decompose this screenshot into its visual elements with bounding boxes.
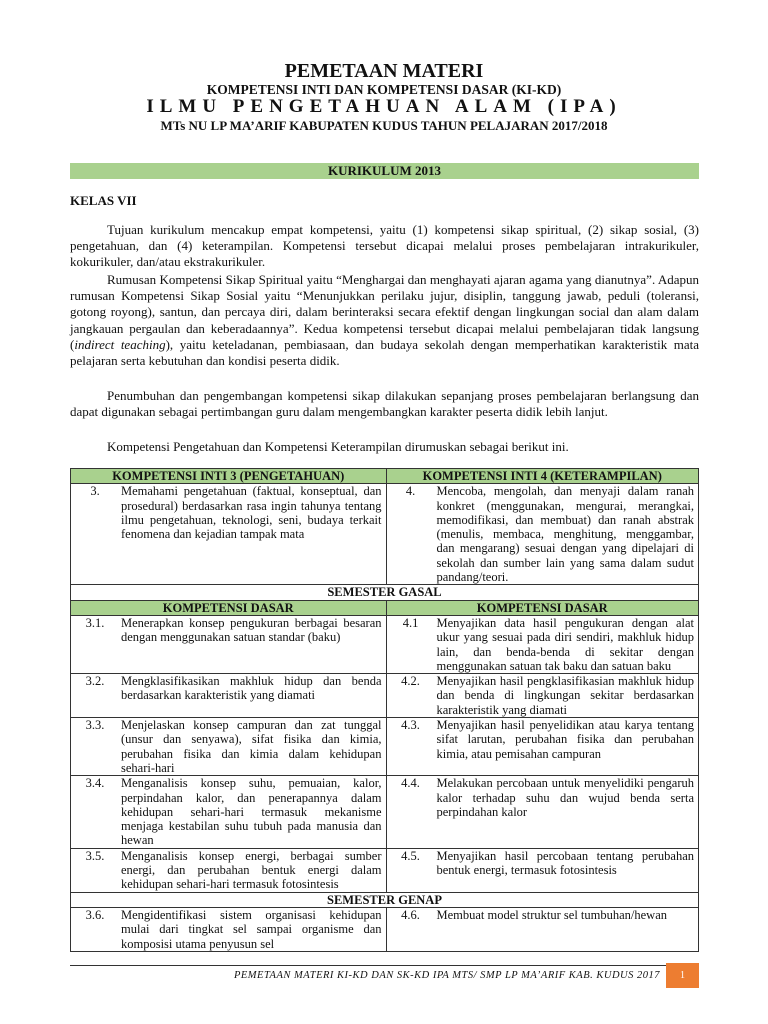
footer-divider [70,965,699,966]
ki-content-row [71,484,699,585]
kelas-heading: KELAS VII [70,193,137,208]
semester-gasal-label: SEMESTER GASAL [71,585,699,600]
kd3-cell [71,718,387,776]
ki3-number: 3. [90,484,100,499]
ki3-cell [71,484,387,585]
kd4-cell [386,615,699,673]
kd-row [71,776,699,848]
kd4-number: 4.5. [401,848,420,863]
semester-genap-row [71,892,699,907]
paragraph-rumusan-part2: ), yaitu keteladanan, pembiasaan, dan budaya sekolah dengan memperhatikan karakteristik mata pelajaran serta kebutuhan dan kondisi peserta didik. [70,336,700,369]
paragraph-penumbuhan: Penumbuhan dan pengembangan kompetensi sikap dilakukan sepanjang proses pembelajaran berlangsung dan dapat digunakan sebagai pertimbangan guru dalam mengembangkan karakter peserta didik lebih lanjut. [70,388,699,420]
kd3-cell [71,907,387,951]
kd3-cell [71,776,387,848]
semester-gasal-row [71,585,699,600]
kd4-text: Menyajikan hasil percobaan tentang perubahan bentuk energi, termasuk fotosintesis [436,848,694,878]
kd3-text: Mengidentifikasi sistem organisasi kehidupan mulai dari tingkat sel sampai organisme dan komposisi utama penyusun sel [121,907,382,951]
kd4-number: 4.6. [401,907,420,922]
kompetensi-table [70,468,699,952]
ki3-header: KOMPETENSI INTI 3 (PENGETAHUAN) [71,469,387,484]
kd3-number: 3.5. [85,848,105,863]
kd3-text: Menerapkan konsep pengukuran berbagai besaran dengan menggunakan satuan standar (baku) [121,615,382,645]
ki-header-row [71,469,699,484]
ki3-text: Memahami pengetahuan (faktual, konseptual, dan prosedural) berdasarkan rasa ingin tahunya tentang ilmu pengetahuan, teknologi, seni, budaya terkait fenomena dan kejadian tampak mata [121,484,382,542]
page-number: 1 [666,963,699,988]
kd3-text: Mengklasifikasikan makhluk hidup dan benda berdasarkan karakteristik yang diamati [121,674,382,703]
kd4-number: 4.1 [402,615,419,630]
kd4-number: 4.3. [401,718,420,733]
footer-text: PEMETAAN MATERI KI-KD DAN SK-KD IPA MTS/ SMP LP MA’ARIF KAB. KUDUS 2017 [233,970,660,981]
kd4-number: 4.2. [401,674,420,689]
ki4-number: 4. [405,484,416,499]
kd-header-left: KOMPETENSI DASAR [71,600,387,615]
kd4-cell [386,674,699,718]
genap-rows [71,907,699,951]
kd4-text: Menyajikan hasil pengklasifikasian makhluk hidup dan benda di lingkungan sekitar berdasarkan karakteristik yang diamati [436,674,694,717]
kd4-number: 4.4. [401,776,420,791]
kd3-cell [71,848,387,892]
kd4-cell [386,718,699,776]
kd-row [71,907,699,951]
kd3-cell [71,674,387,718]
kd4-cell [386,776,699,848]
subject-title: ILMU PENGETAHUAN ALAM (IPA) [146,96,622,117]
kd3-text: Menganalisis konsep energi, berbagai sumber energi, dan perubahan bentuk energi dalam kehidupan sehari-hari termasuk fotosintesis [121,848,382,892]
school-line: MTs NU LP MA’ARIF KABUPATEN KUDUS TAHUN PELAJARAN 2017/2018 [160,118,608,133]
kurikulum-banner: KURIKULUM 2013 [70,163,699,179]
document-subtitle: KOMPETENSI INTI DAN KOMPETENSI DASAR (KI-KD) [206,82,562,97]
kd-row [71,718,699,776]
paragraph-kompetensi: Kompetensi Pengetahuan dan Kompetensi Keterampilan dirumuskan sebagai berikut ini. [107,439,569,454]
paragraph-rumusan [70,272,699,369]
kd-header-right: KOMPETENSI DASAR [386,600,699,615]
kd-row [71,848,699,892]
kd3-number: 3.4. [85,776,105,791]
ki4-header: KOMPETENSI INTI 4 (KETERAMPILAN) [386,469,699,484]
kd4-text: Menyajikan hasil penyelidikan atau karya tentang sifat larutan, perubahan fisika dan perubahan kimia, atau pemisahan campuran [436,718,694,761]
kd3-cell [71,615,387,673]
gasal-rows [71,615,699,892]
paragraph-tujuan: Tujuan kurikulum mencakup empat kompetensi, yaitu (1) kompetensi sikap spiritual, (2) sikap sosial, (3) pengetahuan, dan (4) keterampilan. Kompetensi tersebut dicapai melalui proses pembelajaran intrakurikuler, kokurikuler, dan/atau ekstrakurikuler. [70,222,699,270]
kd4-cell [386,907,699,951]
kd3-text: Menganalisis konsep suhu, pemuaian, kalor, perpindahan kalor, dan penerapannya dalam kehidupan sehari-hari termasuk mekanisme menjaga kestabilan suhu tubuh pada manusia dan hewan [121,776,382,848]
kd4-text: Membuat model struktur sel tumbuhan/hewan [436,907,668,922]
document-title: PEMETAAN MATERI [284,60,484,82]
paragraph-rumusan-part1: Rumusan Kompetensi Sikap Spiritual yaitu “Menghargai dan menghayati ajaran agama yang dianutnya”. Adapun rumusan Kompetensi Sikap Sosial yaitu “Menunjukkan perilaku jujur, disiplin, tanggung jawab, peduli (toleransi, gotong royong), santun, dan percaya diri, dalam berinteraksi secara efektif dengan lingkungan social dan alam dalam jangkauan pergaulan dan keberadaannya”. Kedua kompetensi tersebut dicapai melalui pembelajaran tidak langsung ( [70,272,699,352]
semester-genap-label: SEMESTER GENAP [71,892,699,907]
kd-header-row [71,600,699,615]
kd3-number: 3.3. [85,718,105,733]
ki4-text: Mencoba, mengolah, dan menyaji dalam ranah konkret (menggunakan, mengurai, merangkai, memodifikasi, dan membuat) dan ranah abstrak (menulis, membaca, menghitung, menggambar, dan mengarang) sesuai dengan yang dipelajari di sekolah dan sumber lain yang sama dalam sudut pandang/teori. [436,484,694,585]
kd3-text: Menjelaskan konsep campuran dan zat tunggal (unsur dan senyawa), sifat fisika dan kimia, perubahan fisika dan kimia dalam kehidupan sehari-hari [121,718,382,775]
indirect-teaching-term: indirect teaching [74,336,166,352]
kd3-number: 3.2. [85,674,105,689]
kd4-text: Menyajikan data hasil pengukuran dengan alat ukur yang sesuai pada diri sendiri, makhluk hidup lain, dan benda-benda di sekitar dengan menggunakan satuan tak baku dan satuan baku [436,615,694,673]
kd-row [71,674,699,718]
ki4-cell [386,484,699,585]
kd4-cell [386,848,699,892]
kd3-number: 3.1. [85,615,105,630]
kd4-text: Melakukan percobaan untuk menyelidiki pengaruh kalor terhadap suhu dan wujud benda serta perpindahan kalor [436,776,694,819]
kd3-number: 3.6. [85,907,105,922]
kd-row [71,615,699,673]
